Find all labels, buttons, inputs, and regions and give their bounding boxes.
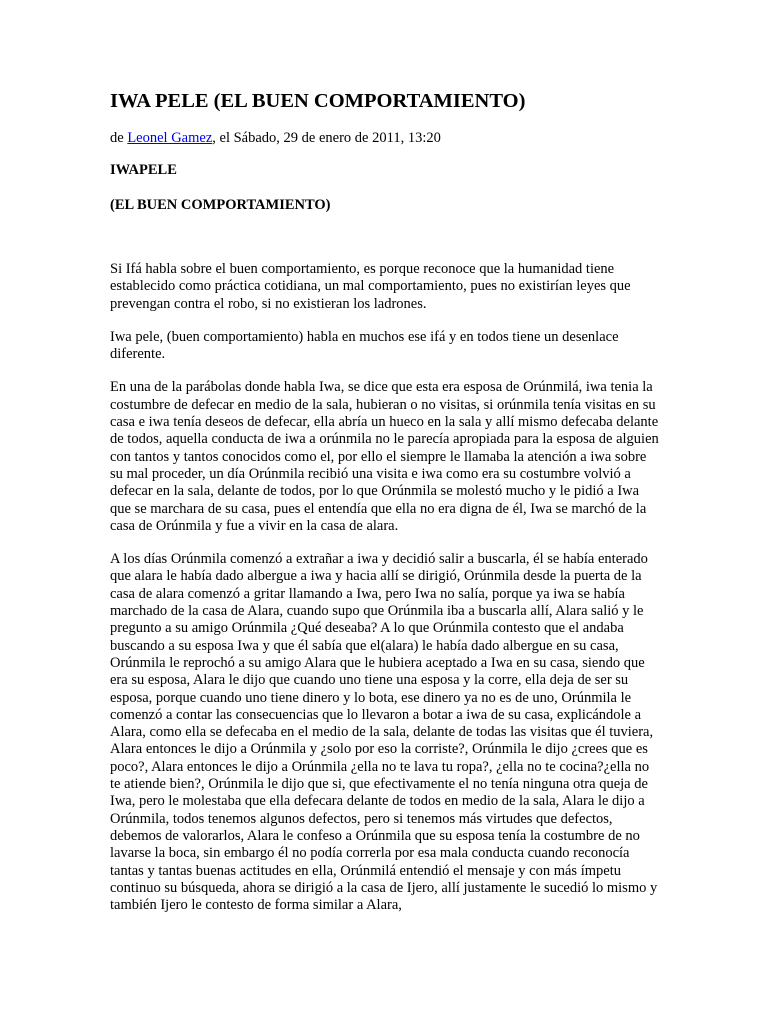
subheading-iwapele: IWAPELE — [110, 162, 177, 178]
paragraph-3: En una de la parábolas donde habla Iwa, se dice que esta era esposa de Orúnmilá, iwa tenia la costumbre de defecar en medio de la sala, hubieran o no visitas, si orúnmila tenía visitas en su casa e iwa tenía deseos de defecar, ella abría un hueco en la sala y allí mismo defecaba delante de todos, aquella conducta de iwa a orúnmila no le parecía apropiada para la esposa de alguien con tantos y tantos conocidos como el, por ello el siempre le llamaba la atención a iwa sobre su mal proceder, un día Orúnmila recibió una visita e iwa como era su costumbre volvió a defecar en la sala, delante de todos, por lo que Orúnmila se molestó mucho y le pidió a Iwa que se marchara de su casa, pues el entendía que ella no era digna de él, Iwa se marchó de la casa de Orúnmila y fue a vivir en la casa de alara. — [110, 379, 659, 534]
byline-prefix: de — [110, 130, 128, 146]
author-link[interactable]: Leonel Gamez — [127, 130, 213, 146]
paragraph-4: A los días Orúnmila comenzó a extrañar a iwa y decidió salir a buscarla, él se había enterado que alara le había dado albergue a iwa y hacia allí se dirigió, Orúnmila desde la puerta de la casa de alara comenzó a gritar llamando a Iwa, pero Iwa no salía, porque ya iwa se había marchado de la casa de Alara, cuando supo que Orúnmila iba a buscarla allí, Alara salió y le pregunto a su amigo Orúnmila ¿Qué deseaba? A lo que Orúnmila contesto que el andaba buscando a su esposa Iwa y que él sabía que el(alara) le había dado albergue en su casa, Orúnmila le reprochó a su amigo Alara que le hubiera aceptado a Iwa en su casa, siendo que era su esposa, Alara le dijo que cuando uno tiene una esposa y la corre, ella deja de ser su esposa, porque cuando uno tiene dinero y lo bota, ese dinero ya no es de uno, Orúnmila le comenzó a contar las consecuencias que lo llevaron a botar a iwa de su casa, explicándole a Alara, como ella se defecaba en el medio de la sala, delante de todas las visitas que él tuviera, Alara entonces le dijo a Orúnmila y ¿solo por eso la corriste?, Orúnmila le dijo ¿crees que es poco?, Alara entonces le dijo a Orúnmila ¿ella no te lava tu ropa?, ¿ella no te cocina?¿ella no te atiende bien?, Orúnmila le dijo que si, que efectivamente el no tenía ninguna otra queja de Iwa, pero le molestaba que ella defecara delante de todos en medio de la sala, Alara le dijo a Orúnmila, todos tenemos algunos defectos, pero si tenemos más virtudes que defectos, debemos de valorarlos, Alara le confeso a Orúnmila que su esposa tenía la costumbre de no lavarse la boca, sin embargo él no podía correrla por esa mala conducta cuando reconocía tantas y tantas buenas actitudes en ella, Orúnmilá entendió el mensaje y con más ímpetu continuo su búsqueda, ahora se dirigió a la casa de Ijero, allí justamente le sucedió lo mismo y también Ijero le contesto de forma similar a Alara, — [110, 551, 658, 914]
paragraph-2: Iwa pele, (buen comportamiento) habla en muchos ese ifá y en todos tiene un desenlace diferente. — [110, 328, 619, 363]
subheading-buen-comportamiento: (EL BUEN COMPORTAMIENTO) — [110, 197, 331, 213]
byline-date: , el Sábado, 29 de enero de 2011, 13:20 — [212, 130, 441, 146]
document-page — [110, 88, 660, 914]
document-title: IWA PELE (EL BUEN COMPORTAMIENTO) — [110, 90, 526, 112]
byline — [110, 128, 660, 148]
paragraph-1: Si Ifá habla sobre el buen comportamiento, es porque reconoce que la humanidad tiene establecido como práctica cotidiana, un mal comportamiento, pues no existirían leyes que prevengan contra el robo, si no existieran los ladrones. — [110, 261, 631, 312]
